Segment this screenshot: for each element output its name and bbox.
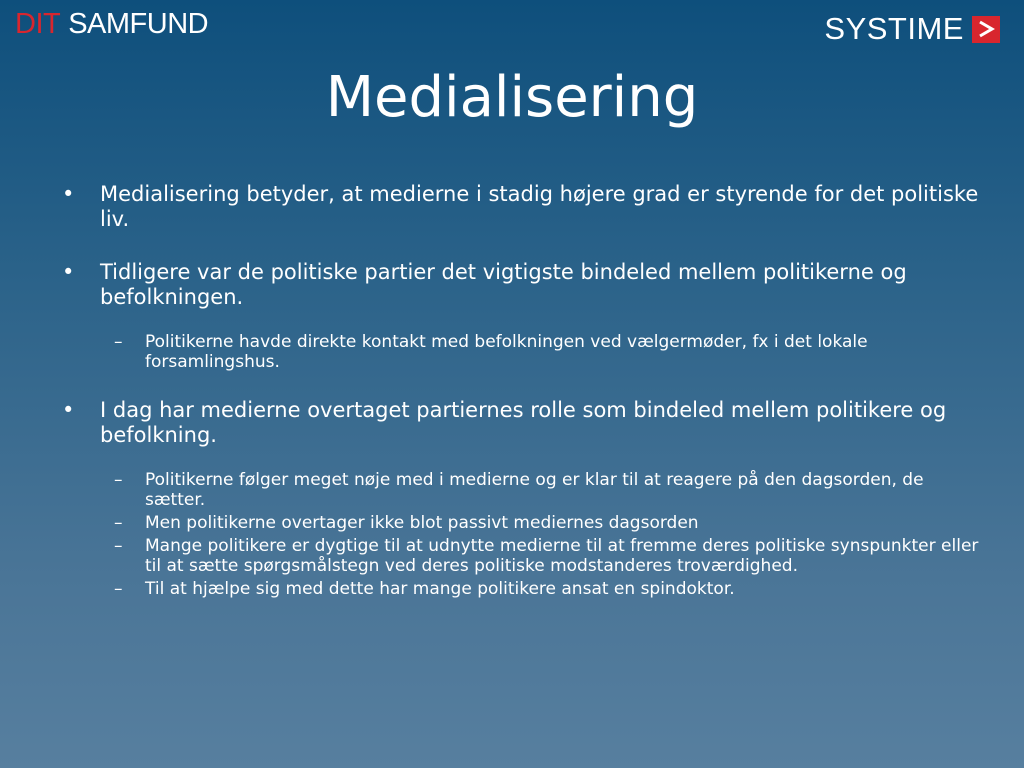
bullet-item [62, 260, 982, 310]
bullet-item [62, 398, 982, 448]
bullet-text: Tidligere var de politiske partier det vigtigste bindeled mellem politikerne og befolkningen. [100, 260, 907, 309]
bullet-dot-icon: • [62, 260, 75, 284]
dash-icon: – [114, 579, 123, 599]
sub-bullet-item [114, 470, 982, 510]
bullet-item [62, 182, 982, 232]
sub-bullet-text: Politikerne følger meget nøje med i medierne og er klar til at reagere på den dagsorden, de sætter. [145, 470, 924, 510]
dash-icon: – [114, 513, 123, 533]
systime-logo [824, 10, 1000, 48]
slide-title: Medialisering [325, 65, 699, 130]
sub-bullet-list [114, 470, 982, 599]
dit-samfund-logo [15, 6, 208, 42]
chevron-right-icon [972, 16, 1000, 43]
sub-bullet-text: Politikerne havde direkte kontakt med befolkningen ved vælgermøder, fx i det lokale forsamlingshus. [145, 332, 868, 372]
logo-systime-text: SYSTIME [824, 11, 964, 46]
sub-bullet-item [114, 536, 982, 576]
bullet-text: I dag har medierne overtaget partiernes rolle som bindeled mellem politikere og befolkning. [100, 398, 947, 447]
dash-icon: – [114, 332, 123, 352]
sub-bullet-text: Mange politikere er dygtige til at udnytte medierne til at fremme deres politiske synspunkter eller til at sætte spørgsmålstegn ved deres politiske modstanderes troværdighed. [145, 536, 979, 576]
bullet-dot-icon: • [62, 182, 75, 206]
sub-bullet-list [114, 332, 982, 372]
sub-bullet-text: Til at hjælpe sig med dette har mange politikere ansat en spindoktor. [145, 579, 735, 599]
slide-content [62, 182, 982, 625]
bullet-text: Medialisering betyder, at medierne i stadig højere grad er styrende for det politiske liv. [100, 182, 979, 231]
dash-icon: – [114, 536, 123, 556]
bullet-dot-icon: • [62, 398, 75, 422]
sub-bullet-item [114, 332, 982, 372]
sub-bullet-item [114, 513, 982, 533]
logo-dit-text: DIT [15, 8, 61, 40]
logo-samfund-text: SAMFUND [68, 8, 209, 40]
sub-bullet-item [114, 579, 982, 599]
sub-bullet-text: Men politikerne overtager ikke blot passivt mediernes dagsorden [145, 513, 699, 533]
dash-icon: – [114, 470, 123, 490]
